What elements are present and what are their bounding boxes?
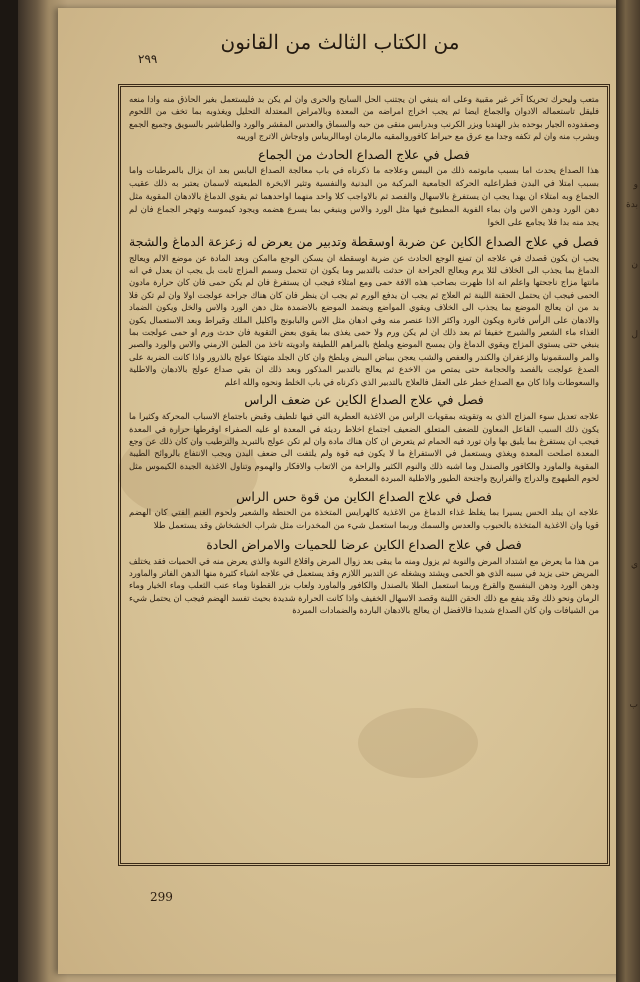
section-heading: فصل في علاج الصداع الحادث من الجماع [258,146,470,162]
right-page-edge [616,0,640,982]
intro-paragraph: متعب ولیحرك تحريكا آخر غير مقبية وعلى انه ينبغي ان يجتنب الحل السابح والحرى وان لم يكن بد فليستعمل بغير الحاذق منه وادا منعه فليقل تاستعماله الادوان والجماع ايضا ثم يجب اخراج امراضه من المعدة وبالامراض المعتدلة التحليل ويغذوبه بما تخف من اللحوم وصفدوده الجيار بوحده بذر الهندبا وبزر الكرنب وبدرابس منقى من حبه والسماق والعدس المقشر والورد والطباشير بالسويق وجميع الجمع وبشرب منه وان لم تكفه وجدا مع عرق مع حيراط كافوروالمقيه مالرمان اوماالريباس واوجاش الاترج اوريبه [129,94,599,142]
section-text: يجب ان يكون قصدك في علاجه ان تمنع الوجع الحادث عن ضربة اوسقطة ان يسكن الوجع ماامكن وبعد المادة عن موضع الالم ويعالج الدماغ بما يجذب الى الخلاف لئلا يرم ويعالج الجراحة ان حدثت بالتدبير وما يكون ان تتحمل وسمم المزاج ثابت بل يجب ان يعدل في انه مانتها مزاج ناجحتها واعلم انه اذا ظهرت بصاحب هذه الافة حمى ومع امتلاء فيجب ان يستفرغ فان لم يكن حمى فان كان حرارة مادون الحمى فيجب ان يحتمل الحقنة اللينة ثم العلاج ثم يجب ان يدفع الورم ثم يجب ان ينظر فان كان هناك جراحة عولجت اولا وان لم تكن فلا بد من ان يعالج الموضع بما يجذب الى الخلاف ويقوي المواضع ويضمد الموضع بالاضمدة مثل دهن الورد والاس والخل ويكون الضماد والادهان على الرأس فاترة ويكون الورد واكثر الاذا عنصر منه وفي ادهان مثل الاس والبابونج واكليل الملك وقيراط وبعد الاستعمال يكون الغذاء ماء الشعير والشيرج خفيفا ثم بعد ذلك ان لم يكن ورم ولا حمى يغذى بما يقوي بعض التقوية فان حدث ورم او حمى عولجت بما ينبغي حتى يستوي المزاج ويقوي الدماغ وان يمسح الموضع ويلطخ بالمراهم اللطيفة وادويته تاخذ من الطين الارمني والاس والورد والصبر والمر والسقمونيا والزعفران والكندر والعفص والشب يعجن ببياض البيض ويلطخ وان كان الجلد متهتكا عولج بالذرور واذا كانت الضربة على الصدغ عولجت بالفصد والحجامة حتى يمتص من الاخدع ثم يعالج بالتدبير المذكور وبعد ذلك ان بقي صداع عولج بالادهان والاطلية والسعوطات واذا كان مع الصداع خطر على العقل فالعلاج بالتدبير الذي ذكرناه في باب الخلط ونحوه والله اعلم [129,252,599,387]
folio-number-top: ٢٩٩ [138,52,158,66]
edge-fragment: ي [630,560,638,570]
edge-fragment: و [633,180,638,190]
text-frame [118,84,610,866]
section-text: من هذا ما يعرض مع اشتداد المرض والنوبة ثم يزول ومنه ما يبقى بعد زوال المرض واقلاع النوبة والذي يعرض منه في الحميات فقد يختلف المريض حتى يزيد في سببه الذي هو الحمى ويشتد ويشغله عن التدبير اللازم وقد يستعمل في علاجه اشياء كثيرة منها الدهن الفاتر والماورد ودهن الورد ودهن البنفسج والقرع وربما استعمل الطلا بالصندل والكافور والماورد ولعاب بزر القطونا وماء عنب الثعلب وماء الخيار وماء الرمان ونحو ذلك وقد ينفع مع ذلك الحقن اللينة وقصد الاسهال الخفيف واذا كانت الحرارة شديدة بحيث تفسد الهضم فيجب ان يحتمل شيء من الشيافات وان كان الصداع شديدا فالافضل ان يعالج بالادهان الباردة والضمادات المبردة [129,555,599,616]
folio-number-bottom: 299 [150,890,173,904]
running-header: من الكتاب الثالث من القانون [220,30,460,54]
edge-fragment: ب [629,700,638,710]
section-text: علاجه تعديل سوء المزاج الذي به وتقويته بمقويات الراس من الاغذية العطرية التي فيها تلطيف وقبض باجتماع الاسباب المحركة وكثيرا ما يكون ذلك السبب الفاعل المعاون للضعف المتعلق الضعيف اجتماع اخلاط رديئة في المعدة او عليه الصفراء اوفرطها حرارة في المعدة فيجب ان يستفرغ بما يليق بها وان تورد فيه الحمام ثم يتعرض ان كان هناك مادة وان لم تكن عولج بالتبريد والترطيب وان كان ذلك عن وجع المعدة اصلحت المعدة ويغذي ويستعمل في الاستفراغ ما لا يكون فيه قوة ولم يلتفت الى ضعف البدن ويجب الانتفاع بالروائح الطيبة المقوية والماورد والكافور والصندل وما اشبه ذلك والنوم الكثير والراحة من الاتعاب والافكار والهموم وتناول الاغذية الجيدة الكيموس مثل لحوم الطيهوج والدراج والفراريج واجنحة الطيور والاطلية المبردة المعطرة [129,411,599,484]
edge-fragment: ن [631,260,638,270]
section-heading: فصل في علاج الصداع الكاين عن ضربة اوسقطة وتدبير من يعرض له زعزعة الدماغ والشجة [129,233,599,249]
section-heading: فصل في علاج الصداع الكاين عن ضعف الراس [244,392,484,408]
section-text: علاجه ان يبلد الحس يسيرا بما يغلظ غذاء الدماغ من الاغذية كالهرايس المتخذة من الحنطة والشعير ولحوم الغنم الفتي كان الهضم قويا وان الاغذية المتخذة بالحبوب والعدس والسمك وربما استعمل شيء من المخدرات مثل شراب الخشخاش وقد يستعمل طلا [129,507,599,531]
edge-fragment: ل [631,330,638,340]
section-heading: فصل في علاج الصداع الكاين عرضا للحميات والامراض الحادة [206,536,522,552]
section-text: هذا الصداع يحدث اما بسبب مابوتمه ذلك من اليبس وعلاجه ما ذكرناه في باب معالجة الصداع اليابس بعد ان يزال بالمرطبات واما بسبب امتلا في البدن فطراعليه الحركة الجامعية المركبة من البدنية والنفسية وتثير الابخرة الطبعيته لاسمان يعتبر به ذلك عقيب الجماع وبه امتلاء ان يهدا يجب ان يستفرغ بالاسهال والفصد ثم بالاواجب كلا واحد منهما اواحدهما ثم يقوي الدماغ بالادهان المقوية مثل دهن الورد ودهن الاس وان بماء الفوية المطبوخ فيها مثل الورد والاس وينبغي بما يسرع هضمه ويجود كيموسه وتهجر الجماع فان لم يجد منه بدا فلا يجامع على الخوا [129,165,599,228]
section-heading: فصل في علاج الصداع الكاين من قوة حس الراس [236,488,492,504]
edge-fragment: بدة [626,200,638,210]
